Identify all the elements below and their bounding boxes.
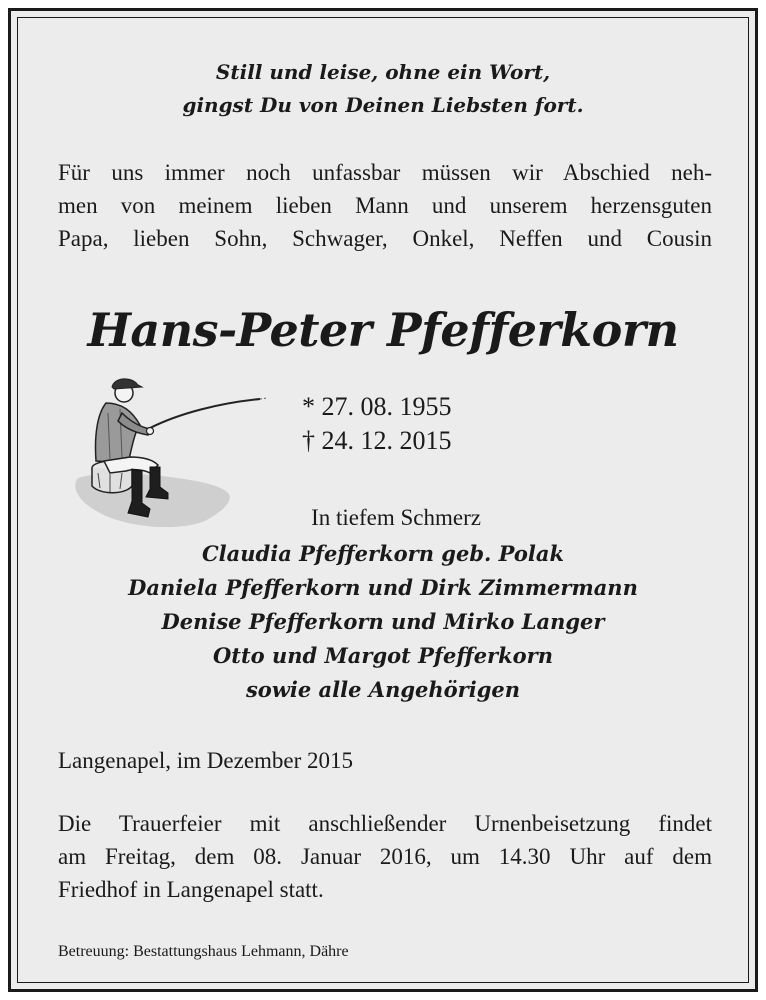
obituary-inner-border bbox=[17, 17, 749, 983]
intro-line-1: Für uns immer noch unfassbar müssen wir Abschied neh- bbox=[58, 160, 712, 185]
mourner-line: Otto und Margot Pfefferkorn bbox=[212, 643, 554, 668]
funeral-info bbox=[58, 807, 712, 906]
funeral-line-2: am Freitag, dem 08. Januar 2016, um 14.30 Uhr auf dem bbox=[58, 844, 712, 869]
motto bbox=[18, 56, 748, 122]
funeral-home-credit: Betreuung: Bestattungshaus Lehmann, Dähre bbox=[58, 943, 349, 960]
motto-line-1: Still und leise, ohne ein Wort, bbox=[215, 60, 551, 84]
intro-text bbox=[58, 156, 712, 255]
mourner-line: sowie alle Angehörigen bbox=[245, 677, 521, 702]
intro-line-3: Papa, lieben Sohn, Schwager, Onkel, Neffen und Cousin bbox=[58, 226, 712, 251]
mourner-line: Denise Pfefferkorn und Mirko Langer bbox=[161, 609, 605, 634]
mourners-list bbox=[18, 537, 748, 707]
mourning-intro: In tiefem Schmerz bbox=[311, 505, 481, 530]
obituary-frame bbox=[8, 8, 758, 992]
mourner-line: Claudia Pfefferkorn geb. Polak bbox=[201, 541, 565, 566]
birth-date: * 27. 08. 1955 bbox=[302, 392, 452, 421]
funeral-line-3: Friedhof in Langenapel statt. bbox=[58, 877, 324, 902]
motto-line-2: gingst Du von Deinen Liebsten fort. bbox=[182, 93, 584, 117]
deceased-name: Hans-Peter Pfefferkorn bbox=[87, 303, 679, 357]
intro-line-2: men von meinem lieben Mann und unserem herzensguten bbox=[58, 193, 712, 218]
life-dates bbox=[302, 390, 452, 458]
funeral-line-1: Die Trauerfeier mit anschließender Urnenbeisetzung findet bbox=[58, 811, 712, 836]
mourner-line: Daniela Pfefferkorn und Dirk Zimmermann bbox=[128, 575, 638, 600]
place-and-date: Langenapel, im Dezember 2015 bbox=[58, 748, 354, 773]
death-date: † 24. 12. 2015 bbox=[302, 426, 452, 455]
